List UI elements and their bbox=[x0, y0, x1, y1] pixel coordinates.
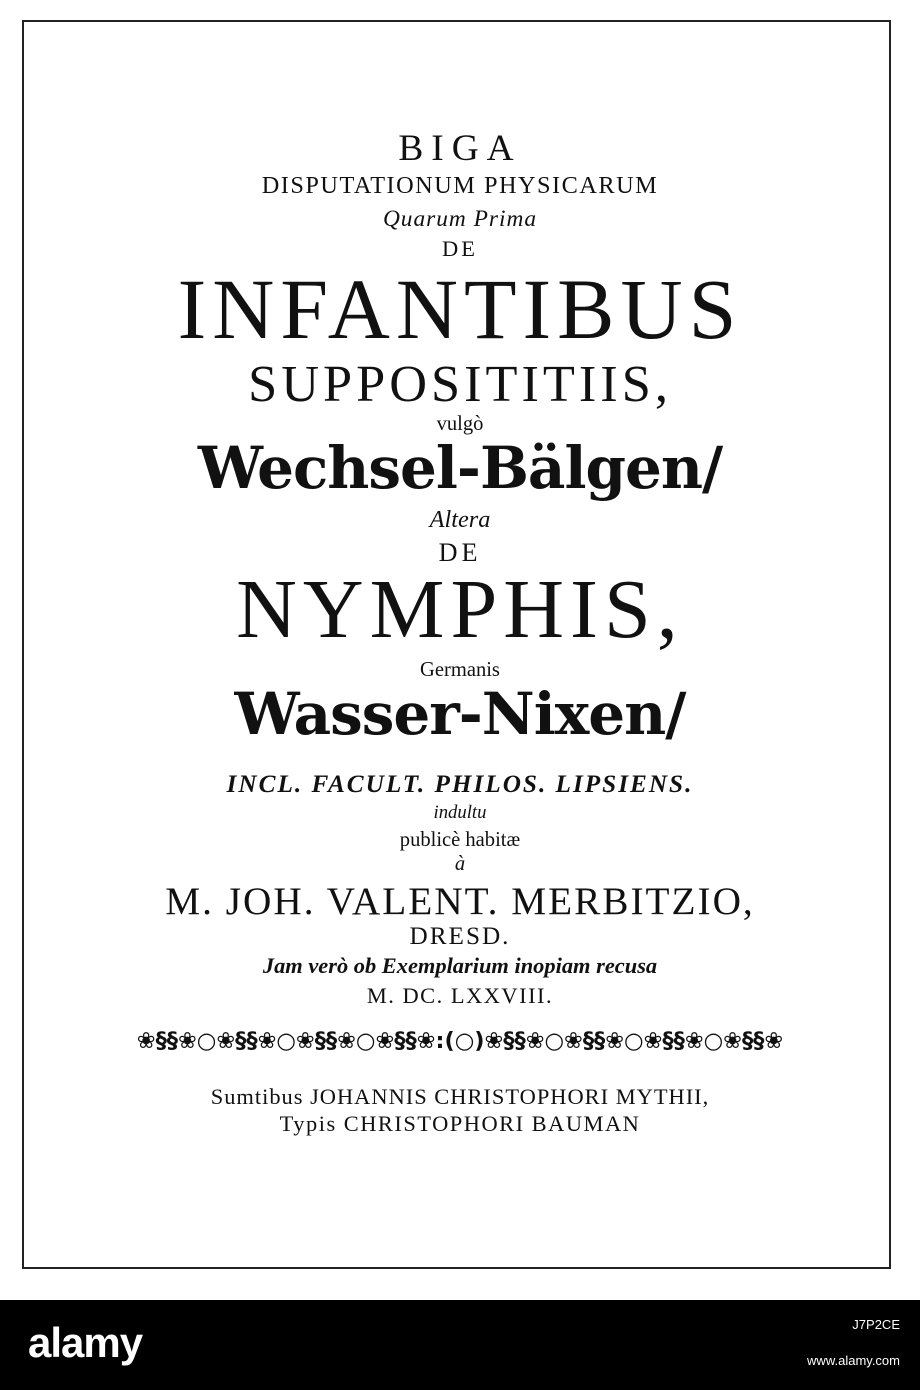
imprint-printer: Typis CHRISTOPHORI BAUMAN bbox=[279, 1111, 641, 1136]
title-germanis: Germanis bbox=[420, 659, 500, 681]
alamy-logo: alamy bbox=[28, 1319, 143, 1366]
ornament-rule: ❀§§❀○❀§§❀○❀§§❀○❀§§❀:(○)❀§§❀○❀§§❀○❀§§❀○❀§§❀ bbox=[136, 1028, 784, 1054]
title-wechsel-balgen: Wechsel-Bälgen/ bbox=[197, 434, 723, 502]
title-author: M. JOH. VALENT. MERBITZIO, bbox=[165, 880, 755, 923]
title-biga: BIGA bbox=[398, 128, 522, 169]
title-incl-facult: INCL. FACULT. PHILOS. LIPSIENS. bbox=[226, 771, 694, 798]
site-url: www.alamy.com bbox=[807, 1353, 900, 1368]
title-infantibus: INFANTIBUS bbox=[177, 261, 743, 357]
title-altera: Altera bbox=[429, 506, 491, 533]
title-quarum-prima: Quarum Prima bbox=[382, 206, 538, 232]
title-reprint-note: Jam verò ob Exemplarium inopiam recusa bbox=[262, 953, 658, 978]
title-dresd: DRESD. bbox=[409, 923, 511, 950]
title-de-2: DE bbox=[438, 538, 482, 567]
title-publice-habitae: publicè habitæ bbox=[399, 829, 521, 851]
title-vulgo: vulgò bbox=[436, 413, 484, 435]
image-id: J7P2CE bbox=[852, 1317, 900, 1332]
title-supposititiis: SUPPOSITITIIS, bbox=[248, 355, 672, 413]
title-wasser-nixen: Wasser-Nixen/ bbox=[234, 680, 686, 748]
watermark-footer bbox=[0, 1300, 920, 1390]
title-a: à bbox=[454, 853, 466, 875]
title-disputationum: DISPUTATIONUM PHYSICARUM bbox=[261, 172, 659, 199]
title-year: M. DC. LXXVIII. bbox=[366, 983, 554, 1008]
imprint-publisher: Sumtibus JOHANNIS CHRISTOPHORI MYTHII, bbox=[210, 1084, 710, 1109]
title-de-1: DE bbox=[442, 236, 478, 261]
title-nymphis: NYMPHIS, bbox=[236, 563, 684, 656]
title-indultu: indultu bbox=[433, 802, 487, 823]
